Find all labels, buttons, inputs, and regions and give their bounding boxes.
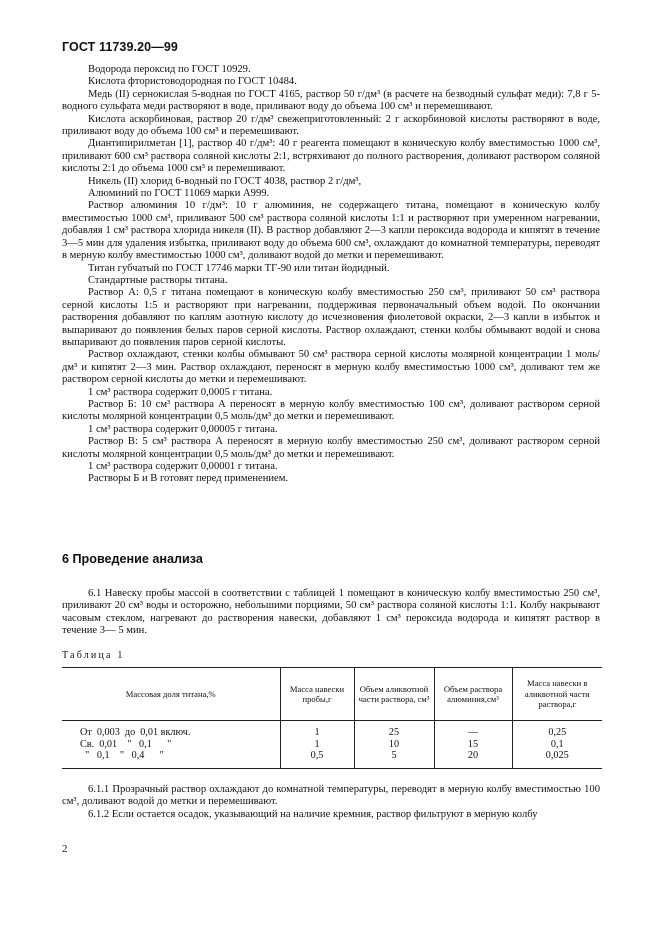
table-cell [434,721,512,769]
cell-value: Св. 0,01 " 0,1 " [80,738,172,750]
paragraph: Диантипирилметан [1], раствор 40 г/дм³: 40 г реагента помещают в коническую колбу вместимостью 1000 см³, приливают 600 см³ раствора соляной кислоты 2:1, встряхивают до полного растворения, доливают раствором соляной кислоты 2:1 до объема 1000 см³ и перемешивают. [62,138,600,175]
table-cell [280,721,354,769]
column-header: Объем аликвотной части раствора, см³ [354,668,434,721]
cell-value: 0,5 [310,750,324,762]
data-table [62,667,602,769]
paragraph: 6.1.2 Если остается осадок, указывающий на наличие кремния, раствор фильтруют в мерную колбу [88,808,538,820]
paragraph: Растворы Б и В готовят перед применением. [88,473,289,485]
paragraph: Раствор алюминия 10 г/дм³: 10 г алюминия, не содержащего титана, помещают в коническую колбу вместимостью 1000 см³, приливают 500 см³ раствора соляной кислоты 1:1 и растворяют при умеренном нагревании, добавляя 1 см³ раствора хлорида никеля (II). В раствор добавляют 2—3 капли пероксида водорода и кипятят в течение 3—5 мин для удаления избытка, приливают воду до объема 600 см³, охлаждают до комнатной температуры, переводят в мерную колбу вместимостью 1000 см³, доливают водой до метки и перемешивают. [62,200,600,262]
cell-value: От 0,003 до 0,01 включ. [80,727,191,738]
cell-value: 25 [388,727,400,738]
paragraph: 1 см³ раствора содержит 0,00005 г титана. [88,423,278,435]
running-header: ГОСТ 11739.20—99 [62,40,178,54]
paragraph: Стандартные растворы титана. [88,274,228,286]
paragraph: 6.1 Навеску пробы массой в соответствии с таблицей 1 помещают в коническую колбу вместимостью 250 см³, приливают 20 см³ воды и осторожно, небольшими порциями, 50 см³ раствора соляной кислоты 1:1. Колбу накрывают часовым стеклом, нагревают до растворения навески, добавляют 1 см³ пероксида водорода и кипятят раствор в течение 3— 5 мин. [62,588,600,637]
table-row [62,721,602,769]
cell-value: " 0,1 " 0,4 " [80,750,164,762]
paragraph: Алюминий по ГОСТ 11069 марки А999. [88,188,270,200]
section-heading: 6 Проведение анализа [62,552,203,566]
cell-value: 10 [388,738,400,750]
paragraph: 6.1.1 Прозрачный раствор охлаждают до комнатной температуры, переводят в мерную колбу вместимостью 100 см³, доливают водой до метки и перемешивают. [62,784,600,808]
column-header: Массовая доля титана,% [62,668,280,721]
paragraph: Никель (II) хлорид 6-водный по ГОСТ 4038, раствор 2 г/дм³, [88,175,362,187]
cell-value: 15 [467,738,479,750]
column-header: Объем раствора алюминия,см³ [434,668,512,721]
cell-value: — [467,727,479,738]
paragraph: 1 см³ раствора содержит 0,0005 г титана. [88,386,273,398]
reagents-block [62,64,600,486]
cell-value: 0,25 [548,727,567,738]
cell-value: 0,025 [545,750,569,762]
cell-value: 1 [314,727,320,738]
paragraph: Титан губчатый по ГОСТ 17746 марки ТГ-90 или титан йодидный. [88,262,390,274]
table-header-row [62,668,602,721]
table-caption: Таблица 1 [62,650,125,661]
paragraph: Раствор В: 5 см³ раствора А переносят в мерную колбу вместимостью 250 см³, доливают раствором серной кислоты молярной концентрации 0,5 моль/дм³ до метки и перемешивают. [62,436,600,460]
paragraph: Медь (II) сернокислая 5-водная по ГОСТ 4165, раствор 50 г/дм³ (в расчете на безводный сульфат меди): 7,8 г 5-водного сульфата меди растворяют в воде, приливают воду до объема 100 см³ и перемешивают. [62,88,600,113]
paragraph: 1 см³ раствора содержит 0,00001 г титана. [88,461,278,472]
table-cell [512,721,602,769]
cell-value: 5 [391,750,397,762]
cell-value: 0,1 [550,738,564,750]
paragraph: Кислота фтористоводородная по ГОСТ 10484. [88,76,297,88]
cell-value: 20 [467,750,479,762]
page-number: 2 [62,843,68,855]
subsection-block [62,784,600,821]
paragraph: Раствор А: 0,5 г титана помещают в коническую колбу вместимостью 250 см³, приливают 50 см³ раствора серной кислоты 1:5 и растворяют при нагревании, поддерживая первоначальный объем водой. По окончании растворения добавляют по каплям азотную кислоту до исчезновения фиолетовой окраски, 2—3 капли в избыток и выпаривают до появления белых паров серной кислоты. Раствор охлаждают, стенки колбы обмывают водой и снова выпаривают до появления паров серной кислоты. [62,287,600,348]
paragraph: Раствор Б: 10 см³ раствора А переносят в мерную колбу вместимостью 100 см³, доливают раствором серной кислоты молярной концентрации 0,5 моль/дм³ до метки и перемешивают. [62,398,600,423]
paragraph: Кислота аскорбиновая, раствор 20 г/дм³ свежеприготовленный: 2 г аскорбиновой кислоты растворяют в воде, приливают воду до объема 100 см³ и перемешивают. [62,113,600,138]
cell-value: 1 [314,738,320,750]
table-cell [354,721,434,769]
paragraph: Раствор охлаждают, стенки колбы обмывают 50 см³ раствора серной кислоты молярной концентрации 1 моль/дм³ и кипятят 2—3 мин. Раствор охлаждают, переносят в мерную колбу вместимостью 1000 см³, доливают тем же раствором серной кислоты до метки и перемешивают. [62,349,600,386]
column-header: Масса навески в аликвотной части раствора,г [512,668,602,721]
procedure-block [62,588,600,638]
column-header: Масса навески пробы,г [280,668,354,721]
paragraph: Водорода пероксид по ГОСТ 10929. [88,64,251,75]
table-cell [62,721,280,769]
